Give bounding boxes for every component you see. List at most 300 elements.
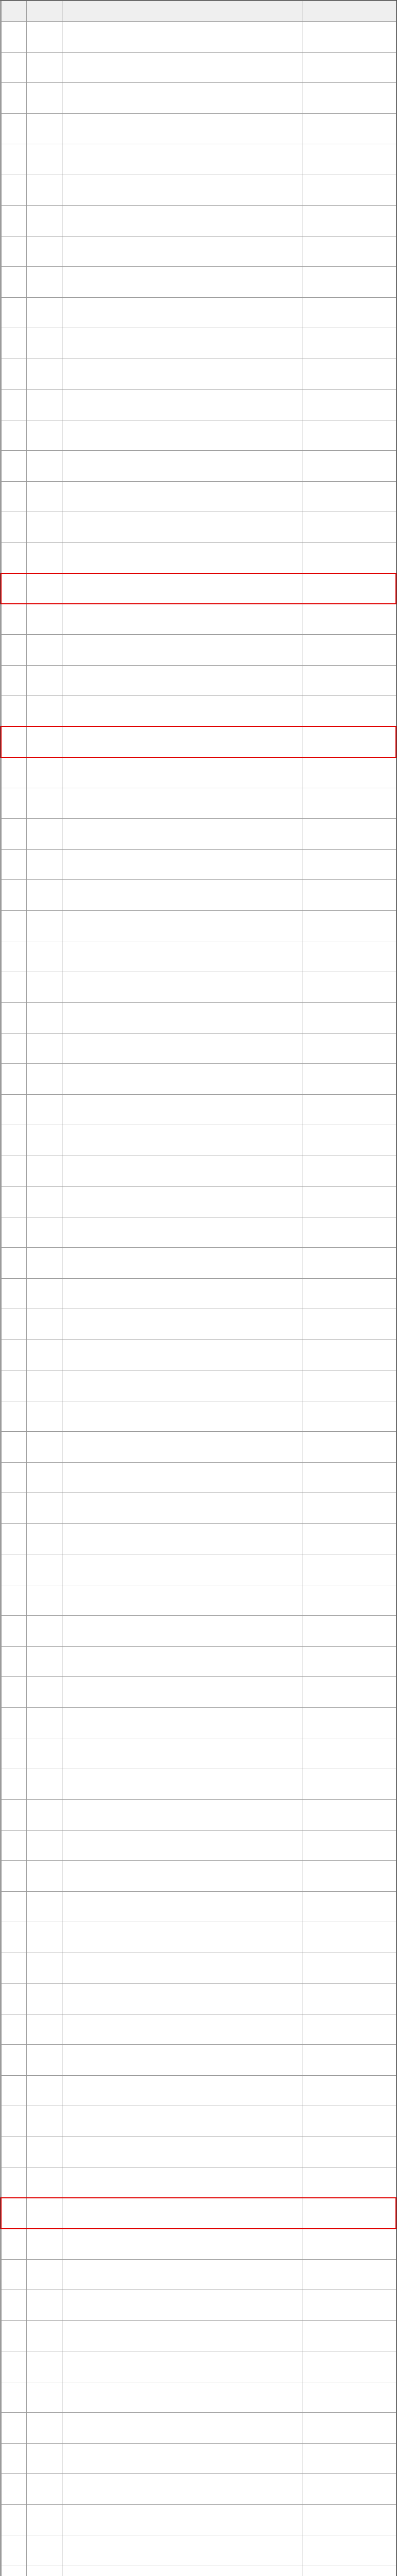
row-title [62,2504,303,2535]
row-sponsor [303,481,396,512]
header-number [27,1,62,22]
row-sponsor [303,2535,396,2566]
row-title [62,1248,303,1279]
row-seq [1,1064,27,1095]
row-number [27,1646,62,1677]
row-seq [1,1003,27,1033]
row-sponsor [303,1984,396,2014]
row-number [27,22,62,53]
table-row [1,1156,396,1187]
row-seq [1,2320,27,2351]
row-sponsor [303,236,396,267]
row-title [62,1861,303,1892]
table-row [1,22,396,53]
row-sponsor [303,1523,396,1554]
row-title [62,1003,303,1033]
row-title [62,1585,303,1616]
row-sponsor [303,2167,396,2198]
row-seq [1,2259,27,2290]
row-sponsor [303,819,396,850]
row-number [27,1401,62,1432]
row-sponsor [303,1707,396,1738]
row-seq [1,1953,27,1984]
row-title [62,1738,303,1769]
table-row [1,328,396,359]
row-sponsor [303,2566,396,2576]
row-number [27,1064,62,1095]
table-row [1,2075,396,2106]
row-seq [1,1493,27,1524]
row-title [62,1523,303,1554]
row-seq [1,1187,27,1217]
row-number [27,1707,62,1738]
row-number [27,1616,62,1647]
row-sponsor [303,451,396,482]
row-number [27,972,62,1003]
row-sponsor [303,206,396,236]
row-seq [1,635,27,666]
table-row [1,52,396,83]
row-title [62,83,303,114]
row-title [62,788,303,819]
row-title [62,941,303,972]
row-title [62,1462,303,1493]
row-title [62,635,303,666]
row-sponsor [303,1340,396,1370]
row-title [62,1922,303,1953]
row-sponsor [303,941,396,972]
row-sponsor [303,1616,396,1647]
row-sponsor [303,665,396,696]
table-row [1,512,396,543]
row-number [27,1278,62,1309]
row-sponsor [303,267,396,298]
row-seq [1,359,27,389]
row-title [62,2320,303,2351]
row-title [62,1278,303,1309]
row-title [62,22,303,53]
row-seq [1,1646,27,1677]
row-seq [1,451,27,482]
row-seq [1,604,27,635]
row-sponsor [303,1738,396,1769]
row-seq [1,696,27,727]
row-title [62,2566,303,2576]
row-seq [1,1616,27,1647]
row-sponsor [303,297,396,328]
row-title [62,543,303,573]
row-title [62,849,303,880]
row-seq [1,2566,27,2576]
row-number [27,1156,62,1187]
row-title [62,144,303,175]
row-title [62,1125,303,1156]
row-number [27,2535,62,2566]
row-sponsor [303,1003,396,1033]
row-sponsor [303,1861,396,1892]
table-row [1,297,396,328]
row-seq [1,726,27,757]
row-number [27,2320,62,2351]
row-number [27,726,62,757]
row-number [27,389,62,420]
row-seq [1,910,27,941]
row-seq [1,2413,27,2444]
row-sponsor [303,604,396,635]
row-title [62,481,303,512]
row-number [27,1984,62,2014]
table-row [1,2045,396,2076]
row-seq [1,2198,27,2229]
row-sponsor [303,359,396,389]
row-title [62,175,303,206]
row-title [62,1830,303,1861]
row-number [27,297,62,328]
row-number [27,635,62,666]
row-title [62,696,303,727]
table-row [1,236,396,267]
row-title [62,1984,303,2014]
table-row [1,2566,396,2576]
row-number [27,819,62,850]
table-row [1,1033,396,1064]
row-sponsor [303,389,396,420]
row-title [62,1493,303,1524]
table-row [1,2504,396,2535]
row-title [62,972,303,1003]
row-seq [1,175,27,206]
row-seq [1,1462,27,1493]
row-title [62,267,303,298]
row-title [62,113,303,144]
table-row [1,941,396,972]
row-sponsor [303,1370,396,1401]
table-row [1,635,396,666]
row-sponsor [303,972,396,1003]
row-sponsor [303,2504,396,2535]
row-number [27,328,62,359]
row-title [62,2167,303,2198]
table-row [1,389,396,420]
row-seq [1,2014,27,2045]
row-sponsor [303,83,396,114]
row-seq [1,1125,27,1156]
row-number [27,2075,62,2106]
table-row [1,1370,396,1401]
row-title [62,451,303,482]
row-title [62,819,303,850]
table-row [1,1830,396,1861]
table-row [1,2229,396,2260]
row-seq [1,236,27,267]
table-row [1,819,396,850]
table-row [1,2137,396,2167]
row-number [27,1677,62,1708]
row-number [27,175,62,206]
row-seq [1,1677,27,1708]
row-number [27,2014,62,2045]
row-seq [1,297,27,328]
row-title [62,2229,303,2260]
row-sponsor [303,328,396,359]
row-title [62,1094,303,1125]
row-sponsor [303,175,396,206]
table-row [1,2474,396,2505]
row-seq [1,113,27,144]
row-number [27,2474,62,2505]
row-seq [1,880,27,911]
row-title [62,1033,303,1064]
row-sponsor [303,849,396,880]
row-title [62,1677,303,1708]
table-row [1,1125,396,1156]
row-number [27,2290,62,2321]
table-row [1,972,396,1003]
row-seq [1,420,27,451]
row-seq [1,1523,27,1554]
row-sponsor [303,2198,396,2229]
row-sponsor [303,2443,396,2474]
row-seq [1,1432,27,1463]
row-seq [1,1248,27,1279]
header-title [62,1,303,22]
row-number [27,2413,62,2444]
header-sponsor [303,1,396,22]
row-number [27,696,62,727]
table-row [1,2106,396,2137]
row-sponsor [303,2137,396,2167]
row-sponsor [303,144,396,175]
row-seq [1,328,27,359]
row-number [27,1554,62,1585]
row-title [62,389,303,420]
table-row [1,2259,396,2290]
row-seq [1,757,27,788]
row-seq [1,1830,27,1861]
row-seq [1,788,27,819]
row-seq [1,2106,27,2137]
table-row-highlighted [1,2198,396,2229]
row-title [62,910,303,941]
table-row [1,2014,396,2045]
row-number [27,1523,62,1554]
row-sponsor [303,1125,396,1156]
table-row [1,2290,396,2321]
row-title [62,1217,303,1248]
row-number [27,788,62,819]
row-sponsor [303,2382,396,2413]
row-seq [1,1800,27,1831]
row-title [62,328,303,359]
table-row [1,2535,396,2566]
row-seq [1,1738,27,1769]
row-number [27,420,62,451]
row-title [62,1953,303,1984]
table-row [1,420,396,451]
table-row [1,1953,396,1984]
row-number [27,236,62,267]
table-row [1,849,396,880]
row-number [27,359,62,389]
row-number [27,2259,62,2290]
row-seq [1,1309,27,1340]
row-number [27,1248,62,1279]
row-sponsor [303,757,396,788]
row-sponsor [303,1554,396,1585]
row-sponsor [303,1094,396,1125]
row-number [27,1953,62,1984]
row-title [62,1340,303,1370]
table-header-row [1,1,396,22]
table-row [1,1217,396,1248]
row-sponsor [303,1891,396,1922]
row-sponsor [303,1064,396,1095]
row-number [27,144,62,175]
row-title [62,2290,303,2321]
row-title [62,236,303,267]
table-row-highlighted [1,726,396,757]
table-row [1,1401,396,1432]
table-row [1,604,396,635]
row-seq [1,1984,27,2014]
row-number [27,512,62,543]
row-seq [1,665,27,696]
row-seq [1,2290,27,2321]
table-row [1,1554,396,1585]
row-number [27,1462,62,1493]
row-seq [1,1401,27,1432]
row-sponsor [303,726,396,757]
table-row [1,1616,396,1647]
row-title [62,1064,303,1095]
table-row [1,2167,396,2198]
row-sponsor [303,1953,396,1984]
row-number [27,2566,62,2576]
table-row [1,1493,396,1524]
row-number [27,1094,62,1125]
table-row [1,1094,396,1125]
row-seq [1,941,27,972]
row-number [27,2351,62,2382]
table-row [1,144,396,175]
row-title [62,2137,303,2167]
row-number [27,1309,62,1340]
row-seq [1,2045,27,2076]
row-seq [1,972,27,1003]
table-row [1,665,396,696]
row-sponsor [303,2474,396,2505]
row-sponsor [303,788,396,819]
table-row [1,2413,396,2444]
table-row [1,1984,396,2014]
row-sponsor [303,2351,396,2382]
row-seq [1,2075,27,2106]
row-seq [1,543,27,573]
row-number [27,1125,62,1156]
row-sponsor [303,1800,396,1831]
row-sponsor [303,1462,396,1493]
row-seq [1,1156,27,1187]
row-seq [1,2382,27,2413]
row-sponsor [303,2259,396,2290]
row-seq [1,389,27,420]
row-number [27,481,62,512]
row-sponsor [303,1677,396,1708]
row-sponsor [303,512,396,543]
row-sponsor [303,420,396,451]
table-row [1,481,396,512]
row-sponsor [303,1278,396,1309]
row-seq [1,1922,27,1953]
table-row [1,1677,396,1708]
row-title [62,2075,303,2106]
table-body [1,22,396,2576]
table-row [1,1523,396,1554]
row-title [62,1616,303,1647]
row-number [27,113,62,144]
row-seq [1,2167,27,2198]
row-title [62,1800,303,1831]
row-title [62,2443,303,2474]
row-title [62,297,303,328]
row-sponsor [303,1309,396,1340]
row-sponsor [303,543,396,573]
row-title [62,359,303,389]
row-number [27,2504,62,2535]
row-sponsor [303,1156,396,1187]
row-sponsor [303,1033,396,1064]
row-title [62,206,303,236]
row-seq [1,512,27,543]
row-seq [1,144,27,175]
row-sponsor [303,880,396,911]
table-row-highlighted [1,573,396,604]
row-sponsor [303,696,396,727]
row-seq [1,1554,27,1585]
row-number [27,2137,62,2167]
table-row [1,2382,396,2413]
row-seq [1,2229,27,2260]
row-seq [1,22,27,53]
row-number [27,451,62,482]
row-title [62,2198,303,2229]
table-row [1,1187,396,1217]
row-title [62,757,303,788]
row-title [62,2045,303,2076]
row-number [27,543,62,573]
row-seq [1,1891,27,1922]
row-title [62,665,303,696]
row-sponsor [303,1922,396,1953]
row-sponsor [303,1585,396,1616]
row-sponsor [303,2320,396,2351]
table-row [1,1769,396,1800]
row-number [27,1493,62,1524]
row-title [62,1432,303,1463]
row-sponsor [303,2413,396,2444]
row-seq [1,1707,27,1738]
row-seq [1,2443,27,2474]
row-seq [1,2504,27,2535]
table-row [1,1309,396,1340]
row-sponsor [303,635,396,666]
row-number [27,2198,62,2229]
row-sponsor [303,573,396,604]
row-number [27,1800,62,1831]
row-seq [1,573,27,604]
row-title [62,1707,303,1738]
row-seq [1,1094,27,1125]
